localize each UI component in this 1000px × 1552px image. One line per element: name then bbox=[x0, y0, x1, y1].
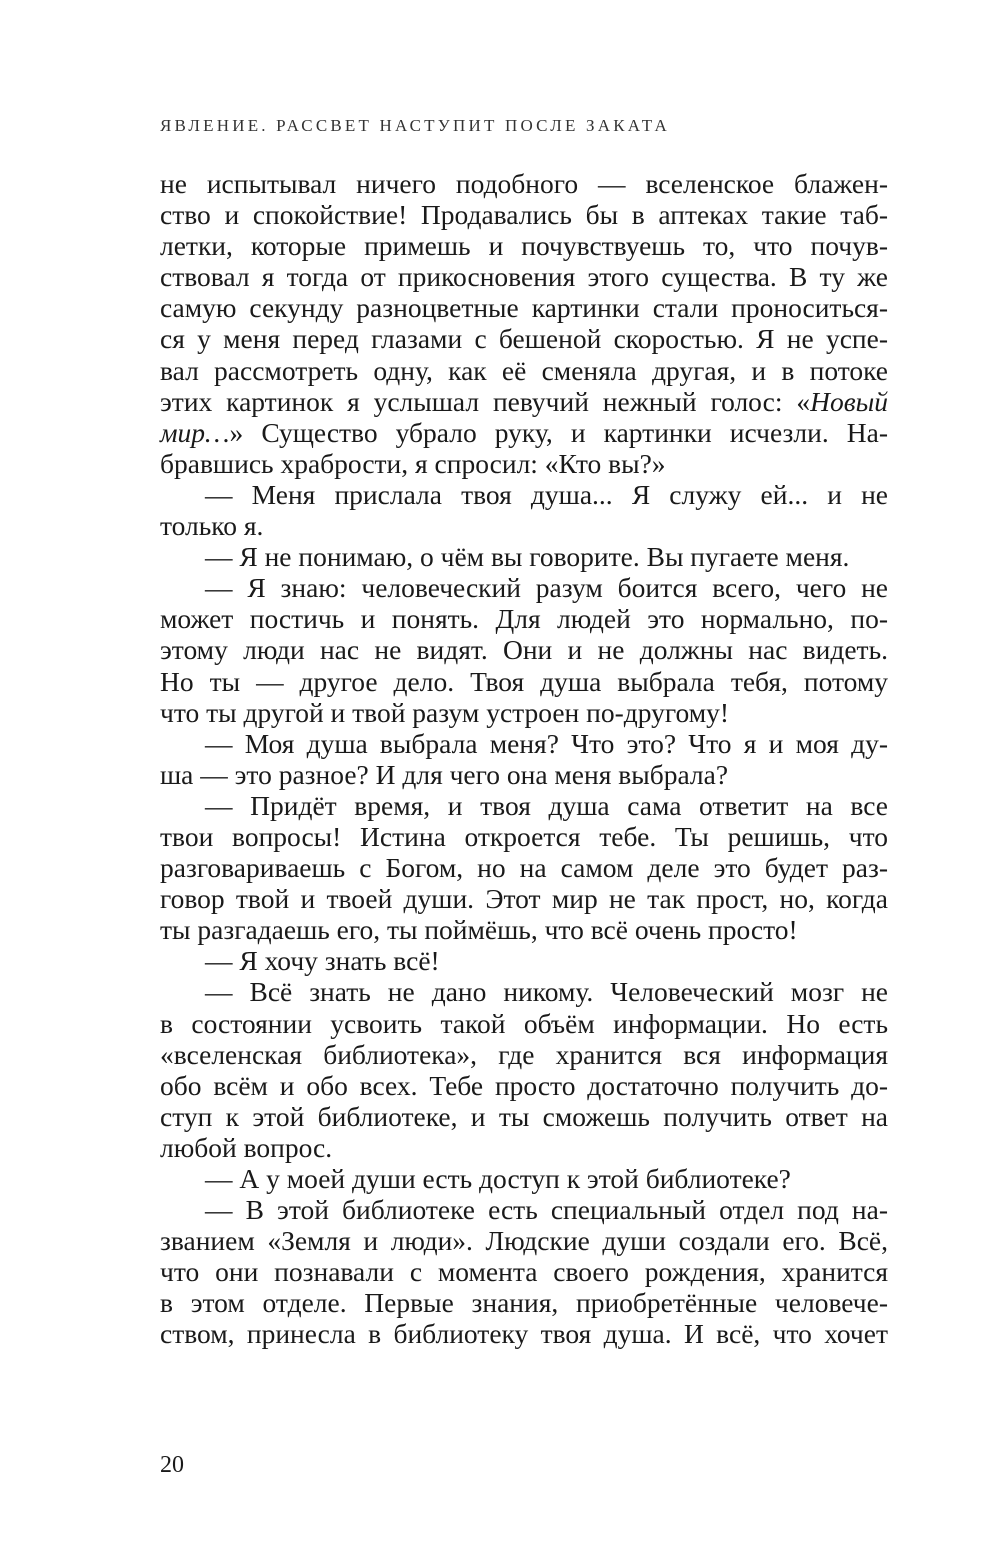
text-line bbox=[160, 1194, 888, 1225]
text-line bbox=[160, 759, 888, 790]
text-segment: — Я хочу знать всё! bbox=[205, 945, 440, 977]
text-line bbox=[160, 1256, 888, 1287]
text-line bbox=[160, 168, 888, 199]
text-segment: в состоянии усвоить такой объём информации. Но есть bbox=[160, 1007, 888, 1039]
text-line bbox=[160, 1132, 888, 1163]
text-line bbox=[160, 230, 888, 261]
text-line bbox=[160, 914, 888, 945]
text-line bbox=[160, 976, 888, 1007]
page-body bbox=[160, 168, 888, 1350]
text-segment: бравшись храбрости, я спросил: «Кто вы?» bbox=[160, 447, 666, 479]
text-segment: в этом отделе. Первые знания, приобретённые человече- bbox=[160, 1287, 888, 1319]
text-line bbox=[160, 697, 888, 728]
text-segment: этому люди нас не видят. Они и не должны нас видеть. bbox=[160, 634, 888, 666]
text-line bbox=[160, 541, 888, 572]
text-segment: ступ к этой библиотеке, и ты сможешь получить ответ на bbox=[160, 1100, 888, 1132]
text-segment: » Существо убрало руку, и картинки исчезли. На- bbox=[229, 416, 888, 448]
text-segment: — Я знаю: человеческий разум боится всего, чего не bbox=[205, 572, 888, 604]
text-line bbox=[160, 666, 888, 697]
text-segment: только я. bbox=[160, 510, 264, 542]
text-segment: что они познавали с момента своего рождения, хранится bbox=[160, 1256, 888, 1288]
text-segment: — Я не понимаю, о чём вы говорите. Вы пугаете меня. bbox=[205, 541, 850, 573]
text-segment: ством, принесла в библиотеку твоя душа. И всё, что хочет bbox=[160, 1318, 888, 1350]
text-segment: ствовал я тогда от прикосновения этого существа. В ту же bbox=[160, 261, 888, 293]
text-line bbox=[160, 1070, 888, 1101]
text-line bbox=[160, 945, 888, 976]
text-line bbox=[160, 603, 888, 634]
text-line bbox=[160, 572, 888, 603]
text-segment: ты разгадаешь его, ты поймёшь, что всё очень просто! bbox=[160, 914, 798, 946]
text-segment: вал рассмотреть одну, как её сменяла другая, и в потоке bbox=[160, 354, 888, 386]
text-segment: — В этой библиотеке есть специальный отдел под на- bbox=[205, 1194, 888, 1226]
text-line bbox=[160, 510, 888, 541]
text-line bbox=[160, 790, 888, 821]
text-line bbox=[160, 821, 888, 852]
text-line bbox=[160, 1225, 888, 1256]
text-line bbox=[160, 479, 888, 510]
text-segment: самую секунду разноцветные картинки стали проноситься- bbox=[160, 292, 888, 324]
text-segment: «вселенская библиотека», где хранится вся информация bbox=[160, 1038, 888, 1070]
text-segment: обо всём и обо всех. Тебе просто достаточно получить до- bbox=[160, 1069, 888, 1101]
text-segment: не испытывал ничего подобного — вселенское блажен- bbox=[160, 168, 888, 199]
text-segment: — Меня прислала твоя душа... Я служу ей... и не bbox=[205, 478, 888, 510]
text-segment: ство и спокойствие! Продавались бы в аптеках такие таб- bbox=[160, 199, 888, 231]
text-line bbox=[160, 1318, 888, 1349]
text-segment: ся у меня перед глазами с бешеной скоростью. Я не успе- bbox=[160, 323, 888, 355]
text-segment: ша — это разное? И для чего она меня выбрала? bbox=[160, 758, 729, 790]
text-line bbox=[160, 883, 888, 914]
text-line bbox=[160, 355, 888, 386]
text-segment: этих картинок я услышал певучий нежный голос: « bbox=[160, 385, 811, 417]
text-line bbox=[160, 417, 888, 448]
text-segment: Но ты — другое дело. Твоя душа выбрала тебя, потому bbox=[160, 665, 888, 697]
italic-text: мир… bbox=[160, 416, 230, 448]
text-line bbox=[160, 1039, 888, 1070]
text-segment: может постичь и понять. Для людей это нормально, по- bbox=[160, 603, 888, 635]
text-segment: званием «Земля и люди». Людские души создали его. Всё, bbox=[160, 1225, 888, 1257]
text-line bbox=[160, 728, 888, 759]
text-segment: говор твой и твоей души. Этот мир не так прост, но, когда bbox=[160, 883, 888, 915]
text-line bbox=[160, 634, 888, 665]
text-segment: — Всё знать не дано никому. Человеческий мозг не bbox=[205, 976, 888, 1008]
text-segment: разговариваешь с Богом, но на самом деле это будет раз- bbox=[160, 852, 888, 884]
text-line bbox=[160, 448, 888, 479]
text-line bbox=[160, 1008, 888, 1039]
text-line bbox=[160, 1101, 888, 1132]
page-number: 20 bbox=[160, 1452, 184, 1478]
text-line bbox=[160, 323, 888, 354]
text-segment: — Придёт время, и твоя душа сама ответит на все bbox=[205, 789, 888, 821]
text-line bbox=[160, 852, 888, 883]
text-line bbox=[160, 292, 888, 323]
running-header: ЯВЛЕНИЕ. РАССВЕТ НАСТУПИТ ПОСЛЕ ЗАКАТА bbox=[160, 116, 670, 135]
text-line bbox=[160, 1163, 888, 1194]
italic-text: Новый bbox=[810, 385, 888, 417]
text-line bbox=[160, 261, 888, 292]
text-segment: летки, которые примешь и почувствуешь то, что почув- bbox=[160, 230, 888, 262]
text-segment: что ты другой и твой разум устроен по-другому! bbox=[160, 696, 730, 728]
text-line bbox=[160, 386, 888, 417]
text-segment: любой вопрос. bbox=[160, 1131, 333, 1163]
text-line bbox=[160, 199, 888, 230]
text-segment: — А у моей души есть доступ к этой библиотеке? bbox=[205, 1163, 791, 1194]
text-line bbox=[160, 1287, 888, 1318]
text-segment: твои вопросы! Истина откроется тебе. Ты решишь, что bbox=[160, 820, 888, 852]
text-segment: — Моя душа выбрала меня? Что это? Что я и моя ду- bbox=[205, 727, 888, 759]
